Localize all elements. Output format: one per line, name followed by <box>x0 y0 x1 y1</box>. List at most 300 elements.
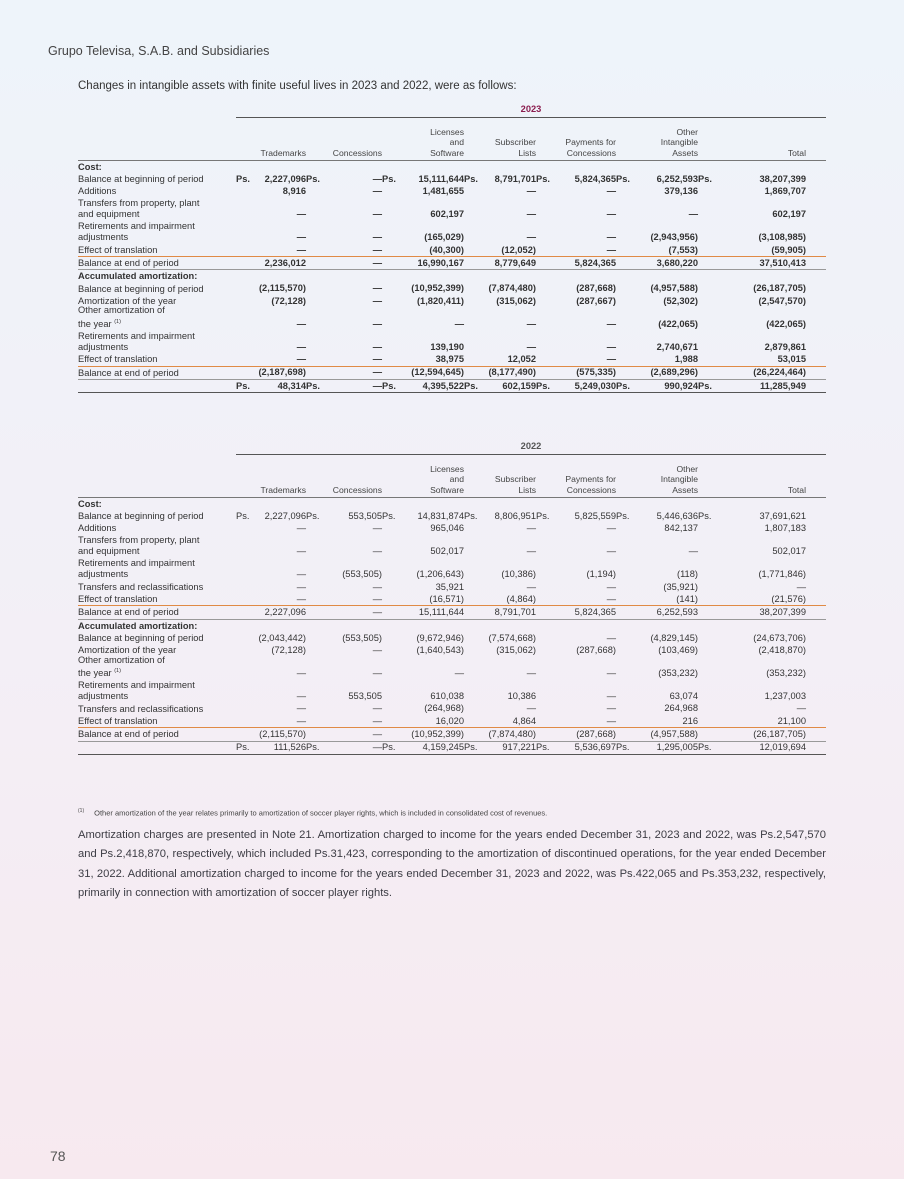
table-cell <box>306 668 382 680</box>
table-cell <box>306 381 382 393</box>
amount: — <box>606 703 616 714</box>
amount: — <box>372 715 382 726</box>
table-cell <box>306 258 382 270</box>
amount: (4,829,145) <box>650 632 698 643</box>
table-cell <box>464 742 536 754</box>
currency: Ps. <box>698 742 712 753</box>
amount: 6,252,593 <box>656 607 698 618</box>
amount: — <box>526 209 536 220</box>
amount: — <box>526 546 536 557</box>
amount: 139,190 <box>430 341 464 352</box>
intangible-assets-table-2023 <box>78 104 826 393</box>
table-cell <box>464 342 536 354</box>
table-cell <box>306 283 382 295</box>
amount: (21,576) <box>771 593 806 604</box>
row-label <box>78 704 236 715</box>
table-cell <box>464 716 536 728</box>
amount: — <box>296 703 306 714</box>
amount: 35,921 <box>435 581 464 592</box>
table-cell <box>698 283 806 295</box>
table-cell <box>698 594 806 606</box>
amount: — <box>372 209 382 220</box>
amount: (287,668) <box>576 283 616 294</box>
table-cell <box>306 523 382 535</box>
amount: — <box>296 244 306 255</box>
table-cell <box>382 245 464 257</box>
amount: — <box>372 318 382 329</box>
amount: — <box>372 367 382 378</box>
row-label <box>78 499 236 510</box>
row-label-text: Balance at end of period <box>78 258 179 269</box>
table-cell <box>382 381 464 393</box>
row-label <box>78 198 236 221</box>
table-cell <box>536 381 616 393</box>
table-cell <box>536 232 616 244</box>
table-cell <box>464 645 536 657</box>
table-cell <box>464 174 536 186</box>
table-cell <box>382 645 464 657</box>
currency: Ps. <box>616 174 630 184</box>
table-cell <box>464 569 536 581</box>
amount: (10,952,399) <box>411 728 464 739</box>
row-label-text: Transfers and reclassifications <box>78 581 204 592</box>
table-row <box>78 510 826 522</box>
amount: (7,553) <box>668 244 698 255</box>
amount: (1,640,543) <box>416 645 464 656</box>
amount: — <box>296 569 306 580</box>
table-cell <box>464 523 536 535</box>
table-cell <box>536 523 616 535</box>
column-header-concessions: Concessions <box>332 484 382 495</box>
table-cell <box>698 319 806 331</box>
table-cell <box>306 582 382 594</box>
table-cell <box>616 668 698 680</box>
column-header-total: Total <box>787 147 806 158</box>
row-label <box>78 284 236 295</box>
table-cell <box>616 245 698 257</box>
table-cell <box>464 703 536 715</box>
currency: Ps. <box>464 511 478 521</box>
table-cell <box>616 569 698 581</box>
amount: — <box>796 703 806 714</box>
amount: — <box>454 668 464 679</box>
table-cell <box>698 523 806 535</box>
amount: 1,237,003 <box>764 691 806 702</box>
table-cell <box>382 633 464 645</box>
row-label <box>78 716 236 727</box>
amount: — <box>372 186 382 197</box>
amount: — <box>526 523 536 534</box>
currency: Ps. <box>306 511 320 521</box>
table-cell <box>698 633 806 645</box>
amount: — <box>606 244 616 255</box>
amount: 63,074 <box>669 691 698 702</box>
table-cell <box>306 354 382 366</box>
table-row <box>78 353 826 366</box>
amount: (40,300) <box>429 244 464 255</box>
table-cell <box>536 668 616 680</box>
row-label-text: Effect of translation <box>78 354 158 365</box>
table-body <box>78 498 826 755</box>
amount: 38,207,399 <box>759 607 806 618</box>
table-cell <box>306 296 382 308</box>
column-headers <box>78 455 826 498</box>
row-label <box>78 221 236 244</box>
table-cell <box>616 607 698 619</box>
table-cell <box>536 546 616 558</box>
amount: — <box>372 728 382 739</box>
table-cell <box>382 703 464 715</box>
currency: Ps. <box>306 174 320 184</box>
amount: 8,779,649 <box>494 257 536 268</box>
table-cell <box>236 703 306 715</box>
table-row <box>78 606 826 619</box>
amount: 264,968 <box>664 703 698 714</box>
table-cell <box>616 258 698 270</box>
table-cell <box>464 381 536 393</box>
table-cell <box>536 607 616 619</box>
amount: 111,526 <box>273 742 306 753</box>
amount: 8,791,701 <box>494 607 536 618</box>
table-cell <box>698 209 806 221</box>
currency: Ps. <box>698 511 712 521</box>
table-cell <box>236 354 306 366</box>
table-cell <box>306 607 382 619</box>
currency: Ps. <box>306 380 320 391</box>
amount: — <box>296 715 306 726</box>
row-label-text: Effect of translation <box>78 715 158 726</box>
amount: — <box>372 523 382 534</box>
amount: 5,825,559 <box>574 511 616 521</box>
table-cell <box>616 283 698 295</box>
amount: 10,386 <box>507 691 536 702</box>
amount: — <box>526 703 536 714</box>
table-cell <box>236 511 306 523</box>
table-cell <box>464 546 536 558</box>
column-header-total: Total <box>787 484 806 495</box>
table-cell <box>306 691 382 703</box>
table-cell <box>382 691 464 703</box>
table-cell <box>464 633 536 645</box>
table-cell <box>536 633 616 645</box>
amount: — <box>372 174 382 184</box>
table-row <box>78 558 826 581</box>
amount: (2,547,570) <box>758 295 806 306</box>
amount: (72,128) <box>271 295 306 306</box>
table-row <box>78 244 826 257</box>
table-row <box>78 498 826 510</box>
amount: — <box>606 691 616 702</box>
row-label-text: Transfers from property, plant and equipment <box>78 535 200 557</box>
table-cell <box>464 283 536 295</box>
table-cell <box>464 296 536 308</box>
amount: 1,295,005 <box>656 742 698 753</box>
table-cell <box>698 546 806 558</box>
table-row <box>78 703 826 715</box>
table-cell <box>698 296 806 308</box>
amount: — <box>606 354 616 365</box>
amount: 4,864 <box>512 715 536 726</box>
amount: 379,136 <box>664 186 698 197</box>
column-headers <box>78 118 826 161</box>
amount: 16,020 <box>435 715 464 726</box>
amount: 1,481,655 <box>422 186 464 197</box>
table-row <box>78 680 826 703</box>
table-cell <box>236 232 306 244</box>
amount: (9,672,946) <box>416 632 464 643</box>
table-cell <box>306 546 382 558</box>
row-label-text: Balance at beginning of period <box>78 174 204 185</box>
table-cell <box>616 546 698 558</box>
table-cell <box>616 511 698 523</box>
column-header-subscriber-lists: Subscriber Lists <box>494 474 536 495</box>
table-year: 2023 <box>520 104 542 114</box>
table-cell <box>616 742 698 754</box>
currency: Ps. <box>382 742 396 753</box>
table-cell <box>382 283 464 295</box>
table-cell <box>698 232 806 244</box>
table-row <box>78 581 826 593</box>
table-cell <box>306 633 382 645</box>
page-number: 78 <box>50 1148 66 1164</box>
table-cell <box>236 546 306 558</box>
currency: Ps. <box>382 174 396 184</box>
amount: (4,957,588) <box>650 283 698 294</box>
table-row <box>78 330 826 353</box>
amount: — <box>372 380 382 391</box>
table-cell <box>382 546 464 558</box>
table-cell <box>616 381 698 393</box>
amount: (1,820,411) <box>416 295 464 306</box>
column-header-trademarks: Trademarks <box>260 484 306 495</box>
table-cell <box>536 209 616 221</box>
amount: — <box>372 742 382 753</box>
table-cell <box>306 511 382 523</box>
currency: Ps. <box>236 174 250 184</box>
table-cell <box>536 342 616 354</box>
table-cell <box>536 511 616 523</box>
table-cell <box>236 582 306 594</box>
amount: (7,874,480) <box>488 728 536 739</box>
amount: (553,505) <box>342 632 382 643</box>
row-label-text: Accumulated amortization: <box>78 620 198 631</box>
amount: 37,510,413 <box>759 257 806 268</box>
row-label-text: Balance at end of period <box>78 367 179 378</box>
table-cell <box>616 703 698 715</box>
table-cell <box>616 186 698 198</box>
table-cell <box>306 209 382 221</box>
amount: (52,302) <box>663 295 698 306</box>
row-label <box>78 523 236 534</box>
amount: (59,905) <box>771 244 806 255</box>
row-label-text: Other amortization of the year <box>78 305 165 329</box>
currency: Ps. <box>236 742 250 753</box>
table-cell <box>698 258 806 270</box>
table-cell <box>698 354 806 366</box>
row-label <box>78 258 236 269</box>
table-row <box>78 632 826 644</box>
table-cell <box>698 174 806 186</box>
amount: 917,221 <box>502 742 536 753</box>
row-label-text: Amortization of the year <box>78 645 177 656</box>
amount: 12,019,694 <box>759 742 806 753</box>
table-cell <box>616 174 698 186</box>
amount: (16,571) <box>429 593 464 604</box>
table-cell <box>306 742 382 754</box>
amount: — <box>296 209 306 220</box>
amount: — <box>526 232 536 243</box>
amount: — <box>372 546 382 557</box>
table-cell <box>306 703 382 715</box>
table-cell <box>306 245 382 257</box>
amount: 990,924 <box>664 380 698 391</box>
amount: — <box>372 354 382 365</box>
amount: — <box>372 283 382 294</box>
amount: (2,689,296) <box>650 367 698 378</box>
table-cell <box>698 381 806 393</box>
table-cell <box>698 668 806 680</box>
amount: 1,988 <box>674 354 698 365</box>
table-cell <box>382 186 464 198</box>
amount: 602,159 <box>502 380 536 391</box>
row-label-text: Balance at beginning of period <box>78 632 204 643</box>
currency: Ps. <box>464 742 478 753</box>
table-cell <box>382 511 464 523</box>
table-row <box>78 173 826 185</box>
currency: Ps. <box>536 511 550 521</box>
table-cell <box>464 367 536 379</box>
amount: 48,314 <box>277 380 306 391</box>
table-cell <box>536 245 616 257</box>
table-cell <box>382 594 464 606</box>
amount: (2,115,570) <box>259 728 306 739</box>
amount: (12,052) <box>501 244 536 255</box>
table-cell <box>382 258 464 270</box>
row-label-text: Transfers from property, plant and equipment <box>78 198 200 220</box>
row-label <box>78 594 236 605</box>
table-cell <box>464 668 536 680</box>
table-cell <box>698 607 806 619</box>
table-cell <box>306 729 382 741</box>
amount: — <box>296 232 306 243</box>
table-cell <box>236 296 306 308</box>
amount: — <box>606 546 616 557</box>
row-label-text: Transfers and reclassifications <box>78 703 204 714</box>
amount: (315,062) <box>496 645 536 656</box>
amount: (3,108,985) <box>758 232 806 243</box>
column-header-payments-concessions: Payments for Concessions <box>565 474 616 495</box>
amount: — <box>606 341 616 352</box>
amount: — <box>526 668 536 679</box>
amount: 12,052 <box>507 354 536 365</box>
table-cell <box>616 645 698 657</box>
table-cell <box>536 354 616 366</box>
table-cell <box>464 582 536 594</box>
amount: 610,038 <box>430 691 464 702</box>
column-header-subscriber-lists: Subscriber Lists <box>494 137 536 158</box>
table-cell <box>698 511 806 523</box>
amount: 502,017 <box>430 546 464 557</box>
amount: (8,177,490) <box>488 367 536 378</box>
row-label <box>78 162 236 173</box>
table-cell <box>616 354 698 366</box>
table-cell <box>382 342 464 354</box>
amount: 2,227,096 <box>264 511 306 521</box>
amount: — <box>606 186 616 197</box>
table-cell <box>236 319 306 331</box>
amount: — <box>372 244 382 255</box>
amount: — <box>372 593 382 604</box>
table-cell <box>382 209 464 221</box>
table-row <box>78 198 826 221</box>
currency: Ps. <box>464 174 478 184</box>
table-cell <box>536 186 616 198</box>
table-cell <box>616 232 698 244</box>
table-cell <box>536 716 616 728</box>
row-label-text: Effect of translation <box>78 594 158 605</box>
table-cell <box>236 209 306 221</box>
amount: (10,952,399) <box>411 283 464 294</box>
row-label <box>78 535 236 558</box>
amount: 11,285,949 <box>759 380 806 391</box>
table-cell <box>464 594 536 606</box>
table-cell <box>536 729 616 741</box>
amount: — <box>296 581 306 592</box>
column-header-payments-concessions: Payments for Concessions <box>565 137 616 158</box>
amount: 4,159,245 <box>422 742 464 753</box>
table-cell <box>698 582 806 594</box>
amount: (7,574,668) <box>488 632 536 643</box>
table-cell <box>382 174 464 186</box>
table-cell <box>236 381 306 393</box>
table-cell <box>382 716 464 728</box>
table-cell <box>616 342 698 354</box>
table-cell <box>236 186 306 198</box>
amount: — <box>526 581 536 592</box>
table-cell <box>698 691 806 703</box>
table-cell <box>236 342 306 354</box>
currency: Ps. <box>616 511 630 521</box>
amount: 553,505 <box>348 691 382 702</box>
table-cell <box>236 668 306 680</box>
column-header-other-intangible: Other Intangible Assets <box>660 463 698 495</box>
table-cell <box>536 319 616 331</box>
row-label-text: Accumulated amortization: <box>78 271 198 282</box>
amount: 14,831,874 <box>417 511 464 521</box>
amount: 38,207,399 <box>759 174 806 184</box>
table-cell <box>464 245 536 257</box>
table-cell <box>698 729 806 741</box>
amount: (287,668) <box>576 645 616 656</box>
table-row <box>78 654 826 680</box>
table-cell <box>698 645 806 657</box>
table-cell <box>464 691 536 703</box>
table-cell <box>536 594 616 606</box>
amount: — <box>372 607 382 618</box>
table-cell <box>616 633 698 645</box>
amount: (165,029) <box>424 232 464 243</box>
amount: (26,187,705) <box>753 283 806 294</box>
row-label-text: Retirements and impairment adjustments <box>78 558 195 580</box>
table-cell <box>616 691 698 703</box>
amount: — <box>796 581 806 592</box>
table-cell <box>464 319 536 331</box>
table-cell <box>306 594 382 606</box>
amount: 602,197 <box>772 209 806 220</box>
table-year: 2022 <box>520 441 542 451</box>
footnote <box>78 808 547 818</box>
amount: (1,206,643) <box>416 569 464 580</box>
